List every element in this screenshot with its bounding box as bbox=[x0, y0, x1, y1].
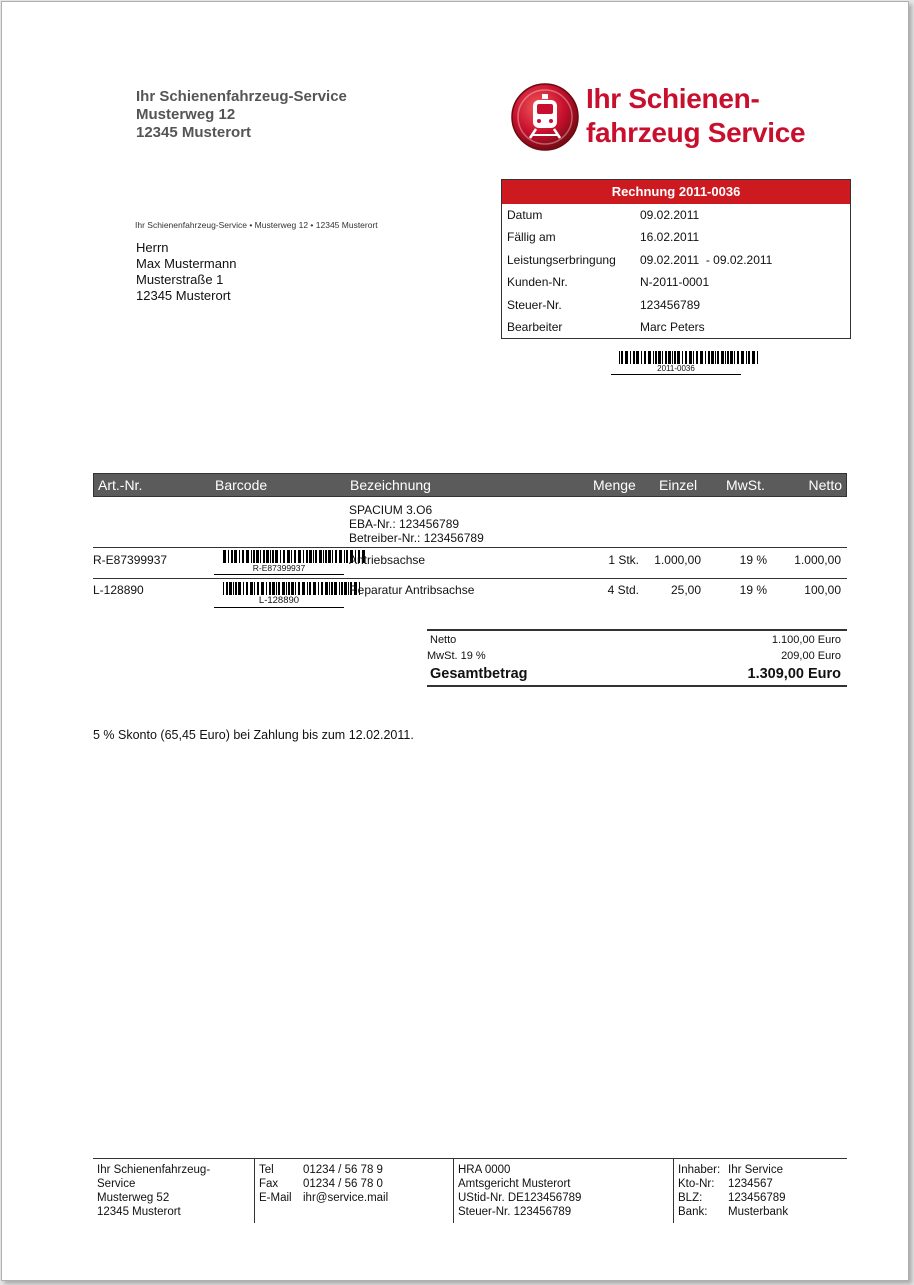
preamble-line: SPACIUM 3.O6 bbox=[349, 503, 433, 517]
barcode-bar bbox=[238, 582, 241, 595]
sender-street: Musterweg 12 bbox=[136, 106, 236, 123]
barcode-bar bbox=[269, 582, 271, 595]
col-header-description: Bezeichnung bbox=[350, 477, 431, 493]
info-row bbox=[502, 249, 850, 271]
preamble-line: Betreiber-Nr.: 123456789 bbox=[349, 531, 484, 545]
footer-contact-value: ihr@service.mail bbox=[303, 1192, 389, 1204]
recipient-street: Musterstraße 1 bbox=[136, 272, 224, 287]
barcode-bar bbox=[295, 582, 296, 595]
footer-contact bbox=[259, 1163, 388, 1205]
barcode-bar bbox=[331, 582, 333, 595]
barcode-bar bbox=[306, 550, 308, 563]
info-row bbox=[502, 294, 850, 316]
barcode-bar bbox=[231, 550, 233, 563]
footer-bank-value: Ihr Service bbox=[728, 1164, 783, 1176]
barcode-bar bbox=[313, 582, 316, 595]
barcode-bar bbox=[727, 351, 729, 364]
footer-bank-label: Bank: bbox=[678, 1206, 708, 1218]
barcode-bar bbox=[298, 550, 301, 563]
info-label-clerk: Bearbeiter bbox=[507, 319, 563, 334]
discount-note: 5 % Skonto (65,45 Euro) bei Zahlung bis zum 12.02.2011. bbox=[93, 728, 414, 742]
item-barcode bbox=[223, 582, 362, 595]
footer-divider bbox=[673, 1159, 674, 1223]
footer-bank-label: Kto-Nr: bbox=[678, 1178, 715, 1190]
barcode-bar bbox=[682, 351, 683, 364]
totals-net-value: 1.100,00 Euro bbox=[771, 634, 841, 646]
barcode-bar bbox=[711, 351, 714, 364]
barcode-bar bbox=[344, 582, 347, 595]
barcode-bar bbox=[655, 351, 657, 364]
row-divider bbox=[93, 547, 847, 548]
barcode-bar bbox=[294, 550, 296, 563]
barcode-bar bbox=[223, 550, 226, 563]
barcode-bar bbox=[344, 550, 345, 563]
info-label-service-period: Leistungserbringung bbox=[507, 252, 616, 267]
barcode-bar bbox=[636, 351, 639, 364]
barcode-bar bbox=[309, 550, 312, 563]
barcode-bar bbox=[621, 351, 623, 364]
info-value-clerk: Marc Peters bbox=[640, 319, 705, 334]
barcode-bar bbox=[313, 550, 314, 563]
barcode-bar bbox=[228, 550, 229, 563]
sender-city: 12345 Musterort bbox=[136, 124, 252, 141]
footer-bank-value: Musterbank bbox=[728, 1206, 789, 1218]
totals-vat-value: 209,00 Euro bbox=[781, 650, 841, 662]
barcode-bar bbox=[266, 582, 267, 595]
invoice-page bbox=[1, 1, 909, 1281]
item-net: 1.000,00 bbox=[794, 553, 841, 567]
footer-divider bbox=[254, 1159, 255, 1223]
recipient-address bbox=[136, 240, 236, 304]
barcode-bar bbox=[668, 351, 671, 364]
barcode-bar bbox=[746, 351, 747, 364]
barcode-bar bbox=[665, 351, 667, 364]
barcode-bar bbox=[734, 351, 735, 364]
barcode-bar bbox=[685, 351, 687, 364]
barcode-bar bbox=[705, 351, 706, 364]
footer-bank-value: 1234567 bbox=[728, 1178, 773, 1190]
info-value-customer-no: N-2011-0001 bbox=[640, 275, 710, 290]
info-row bbox=[502, 316, 850, 338]
items-table-header bbox=[93, 473, 847, 497]
barcode-bar bbox=[648, 351, 651, 364]
invoice-title: Rechnung 2011-0036 bbox=[502, 180, 850, 204]
barcode-bar bbox=[748, 351, 750, 364]
barcode-bar bbox=[286, 582, 287, 595]
footer-registry-line: UStid-Nr. DE123456789 bbox=[458, 1192, 582, 1204]
barcode-bar bbox=[644, 351, 646, 364]
invoice-info-box bbox=[501, 179, 851, 339]
footer-company-line: 12345 Musterort bbox=[97, 1206, 181, 1218]
info-row bbox=[502, 271, 850, 293]
item-barcode bbox=[223, 550, 366, 563]
barcode-bar bbox=[708, 351, 710, 364]
barcode-bar bbox=[625, 351, 628, 364]
barcode-bar bbox=[291, 550, 292, 563]
barcode-bar bbox=[730, 351, 733, 364]
info-value-date: 09.02.2011 bbox=[640, 208, 700, 222]
barcode-bar bbox=[278, 582, 280, 595]
recipient-salutation: Herrn bbox=[136, 240, 169, 255]
barcode-bar bbox=[696, 351, 698, 364]
barcode-bar bbox=[254, 582, 255, 595]
footer-registry-line: Amtsgericht Musterort bbox=[458, 1178, 571, 1190]
col-header-barcode: Barcode bbox=[215, 477, 268, 493]
barcode-bar bbox=[270, 550, 271, 563]
col-header-net: Netto bbox=[808, 477, 842, 493]
barcode-bar bbox=[243, 582, 244, 595]
footer-bank-label: Inhaber: bbox=[678, 1164, 721, 1176]
barcode-bar bbox=[757, 351, 758, 364]
info-label-customer-no: Kunden-Nr. bbox=[507, 275, 568, 290]
barcode-bar bbox=[325, 550, 327, 563]
barcode-bar bbox=[272, 582, 275, 595]
row-divider bbox=[93, 578, 847, 579]
item-vat: 19 % bbox=[739, 553, 767, 567]
footer-company bbox=[97, 1163, 210, 1219]
barcode-bar bbox=[335, 550, 337, 563]
barcode-bar bbox=[721, 351, 724, 364]
info-row bbox=[502, 226, 850, 248]
barcode-bar bbox=[223, 582, 224, 595]
col-header-artnr: Art.-Nr. bbox=[98, 477, 143, 493]
barcode-bar bbox=[328, 550, 331, 563]
barcode-bar bbox=[633, 351, 635, 364]
recipient-city: 12345 Musterort bbox=[136, 288, 231, 303]
totals-bottom-rule bbox=[427, 685, 847, 687]
barcode-bar bbox=[737, 351, 739, 364]
logo-line-1: Ihr Schienen- bbox=[586, 83, 760, 114]
barcode-bar bbox=[315, 550, 317, 563]
info-value-due: 16.02.2011 bbox=[640, 230, 700, 245]
train-icon bbox=[510, 82, 580, 152]
totals-grand-label: Gesamtbetrag bbox=[430, 666, 528, 682]
footer-company-line: Service bbox=[97, 1178, 136, 1190]
barcode-bar bbox=[307, 582, 308, 595]
barcode-bar bbox=[334, 582, 337, 595]
barcode-bar bbox=[251, 550, 252, 563]
company-logo bbox=[510, 82, 840, 152]
item-preamble bbox=[349, 503, 484, 545]
barcode-bar bbox=[291, 582, 294, 595]
barcode-bar bbox=[700, 351, 703, 364]
barcode-bar bbox=[280, 550, 281, 563]
barcode-bar bbox=[332, 550, 333, 563]
barcode-bar bbox=[253, 550, 255, 563]
barcode-bar bbox=[318, 582, 319, 595]
invoice-barcode bbox=[619, 351, 760, 364]
footer-rule bbox=[93, 1158, 847, 1159]
footer-bank bbox=[678, 1163, 788, 1219]
barcode-bar bbox=[725, 351, 726, 364]
item-barcode-label: R-E87399937 bbox=[214, 563, 344, 575]
info-value-tax-no: 123456789 bbox=[640, 297, 701, 312]
barcode-bar bbox=[257, 582, 259, 595]
sender-name: Ihr Schienenfahrzeug-Service bbox=[136, 88, 347, 105]
barcode-bar bbox=[619, 351, 620, 364]
item-barcode-label: L-128890 bbox=[214, 595, 344, 608]
barcode-bar bbox=[677, 351, 680, 364]
recipient-name: Max Mustermann bbox=[136, 256, 237, 271]
col-header-unit-price: Einzel bbox=[659, 477, 698, 493]
col-header-quantity: Menge bbox=[593, 477, 636, 493]
barcode-bar bbox=[283, 550, 285, 563]
barcode-bar bbox=[233, 582, 234, 595]
barcode-bar bbox=[266, 550, 269, 563]
barcode-bar bbox=[256, 550, 259, 563]
footer-divider bbox=[453, 1159, 454, 1223]
barcode-bar bbox=[672, 351, 673, 364]
barcode-bar bbox=[653, 351, 654, 364]
barcode-bar bbox=[717, 351, 719, 364]
barcode-bar bbox=[250, 582, 253, 595]
footer-company-line: Musterweg 52 bbox=[97, 1192, 170, 1204]
footer-registry bbox=[458, 1163, 581, 1219]
barcode-bar bbox=[287, 550, 290, 563]
barcode-bar bbox=[689, 351, 692, 364]
footer-bank-label: BLZ: bbox=[678, 1192, 703, 1204]
logo-line-2: fahrzeug Service bbox=[586, 117, 806, 148]
footer-contact-label: Fax bbox=[259, 1178, 279, 1190]
totals-net-label: Netto bbox=[430, 634, 457, 646]
barcode-bar bbox=[662, 351, 663, 364]
item-unit-price: 1.000,00 bbox=[654, 553, 701, 567]
barcode-bar bbox=[323, 550, 324, 563]
barcode-bar bbox=[752, 351, 755, 364]
barcode-bar bbox=[341, 582, 343, 595]
barcode-bar bbox=[346, 550, 348, 563]
item-description: Antriebsachse bbox=[349, 553, 426, 567]
barcode-bar bbox=[226, 582, 228, 595]
barcode-bar bbox=[303, 550, 304, 563]
barcode-bar bbox=[298, 582, 300, 595]
footer-bank-value: 123456789 bbox=[728, 1192, 786, 1204]
barcode-bar bbox=[275, 550, 278, 563]
footer-contact-value: 01234 / 56 78 9 bbox=[303, 1164, 383, 1176]
barcode-bar bbox=[260, 550, 261, 563]
footer-registry-line: HRA 0000 bbox=[458, 1164, 511, 1176]
barcode-bar bbox=[339, 550, 342, 563]
info-label-tax-no: Steuer-Nr. bbox=[507, 297, 562, 312]
info-value-service-period: 09.02.2011 - 09.02.2011 bbox=[640, 252, 773, 267]
item-unit-price: 25,00 bbox=[670, 583, 701, 597]
return-address-line: Ihr Schienenfahrzeug-Service • Musterweg 12 • 12345 Musterort bbox=[135, 220, 378, 230]
barcode-bar bbox=[242, 550, 244, 563]
barcode-bar bbox=[325, 582, 328, 595]
barcode-bar bbox=[319, 550, 322, 563]
sender-address bbox=[136, 88, 347, 142]
barcode-bar bbox=[658, 351, 661, 364]
barcode-bar bbox=[282, 582, 285, 595]
totals-grand-value: 1.309,00 Euro bbox=[747, 666, 841, 682]
footer-company-line: Ihr Schienenfahrzeug- bbox=[97, 1164, 211, 1176]
barcode-bar bbox=[329, 582, 330, 595]
barcode-bar bbox=[715, 351, 716, 364]
barcode-bar bbox=[276, 582, 277, 595]
item-artnr: R-E87399937 bbox=[93, 553, 168, 567]
item-quantity: 4 Std. bbox=[607, 583, 639, 597]
barcode-bar bbox=[741, 351, 744, 364]
item-artnr: L-128890 bbox=[93, 583, 144, 597]
barcode-bar bbox=[234, 550, 237, 563]
barcode-bar bbox=[272, 550, 274, 563]
logo-text bbox=[586, 82, 805, 150]
barcode-bar bbox=[261, 582, 264, 595]
totals-top-rule bbox=[427, 629, 847, 631]
col-header-vat: MwSt. bbox=[726, 477, 765, 493]
info-row bbox=[502, 204, 850, 226]
barcode-bar bbox=[693, 351, 694, 364]
invoice-barcode-label: 2011-0036 bbox=[611, 364, 741, 375]
barcode-bar bbox=[239, 550, 240, 563]
info-label-due: Fällig am bbox=[507, 230, 556, 245]
barcode-bar bbox=[309, 582, 311, 595]
barcode-bar bbox=[302, 582, 305, 595]
barcode-bar bbox=[288, 582, 290, 595]
footer-contact-value: 01234 / 56 78 0 bbox=[303, 1178, 383, 1190]
barcode-bar bbox=[263, 550, 265, 563]
item-vat: 19 % bbox=[739, 583, 767, 597]
barcode-bar bbox=[630, 351, 631, 364]
footer-registry-line: Steuer-Nr. 123456789 bbox=[458, 1206, 572, 1218]
barcode-bar bbox=[246, 582, 248, 595]
barcode-bar bbox=[674, 351, 676, 364]
barcode-bar bbox=[641, 351, 642, 364]
barcode-bar bbox=[339, 582, 340, 595]
item-description: Reparatur Antribsachse bbox=[349, 583, 475, 597]
info-label-date: Datum bbox=[507, 208, 543, 222]
barcode-bar bbox=[229, 582, 232, 595]
totals-vat-label: MwSt. 19 % bbox=[427, 650, 486, 662]
barcode-bar bbox=[246, 550, 249, 563]
preamble-line: EBA-Nr.: 123456789 bbox=[349, 517, 460, 531]
footer-contact-label: E-Mail bbox=[259, 1192, 292, 1204]
barcode-bar bbox=[321, 582, 323, 595]
item-net: 100,00 bbox=[804, 583, 841, 597]
barcode-bar bbox=[235, 582, 237, 595]
footer-contact-label: Tel bbox=[259, 1164, 274, 1176]
item-quantity: 1 Stk. bbox=[608, 553, 639, 567]
